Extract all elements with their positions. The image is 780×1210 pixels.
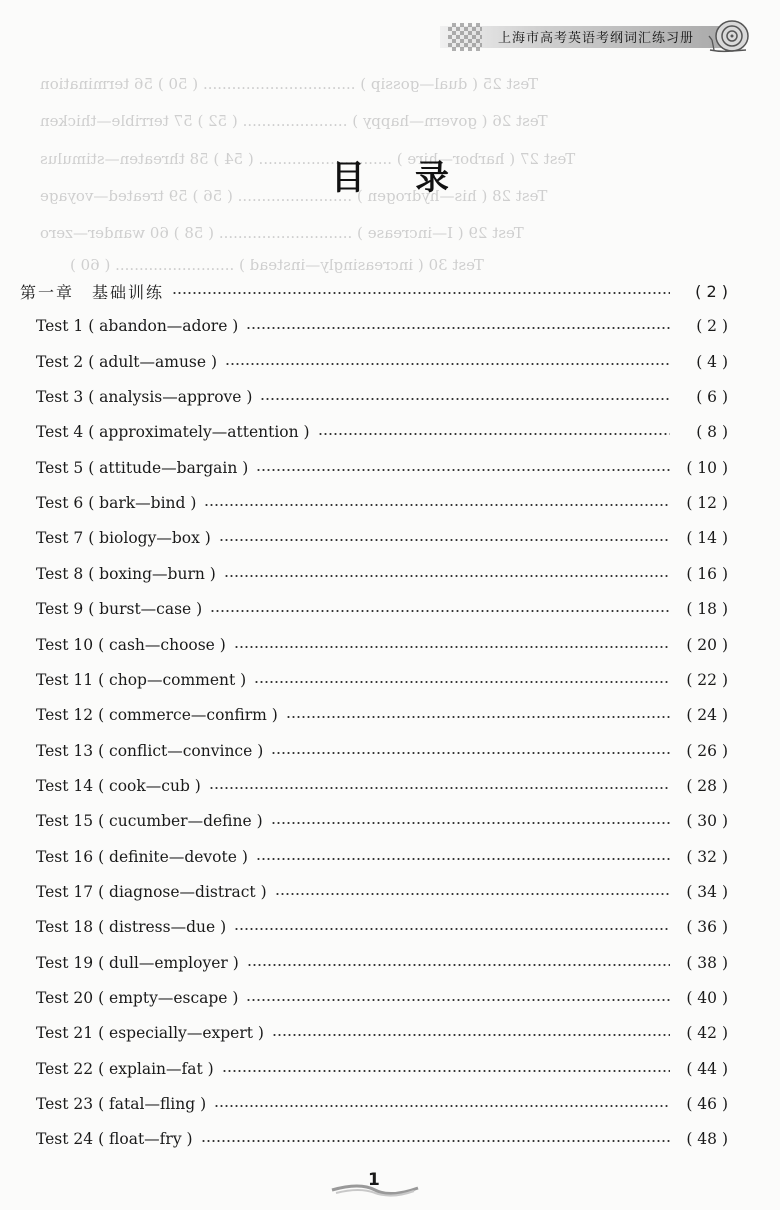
entry-page: ( 2 ) — [696, 317, 728, 336]
entry-label: Test 16 ( definite—devote ) — [36, 847, 248, 866]
toc-entry[interactable] — [0, 665, 780, 695]
dot-leader — [210, 610, 670, 612]
chapter-page: ( 2 ) — [695, 281, 728, 301]
toc-entry[interactable] — [0, 347, 780, 377]
entry-page: ( 16 ) — [686, 564, 728, 583]
dot-leader — [246, 999, 670, 1001]
toc-entry[interactable] — [0, 877, 780, 907]
entry-page: ( 4 ) — [696, 352, 728, 371]
snail-icon — [706, 16, 752, 56]
dot-leader — [247, 964, 670, 966]
entry-page: ( 26 ) — [686, 741, 728, 760]
toc-entry[interactable] — [0, 417, 780, 447]
dot-leader — [260, 398, 670, 400]
entry-page: ( 36 ) — [686, 918, 728, 937]
entry-label: Test 18 ( distress—due ) — [36, 918, 227, 937]
dot-leader — [234, 646, 670, 648]
entry-page: ( 6 ) — [696, 388, 728, 407]
toc-entry[interactable] — [0, 630, 780, 660]
toc-entry[interactable] — [0, 771, 780, 801]
entry-page: ( 24 ) — [686, 706, 728, 725]
dot-leader — [214, 1105, 670, 1107]
page-title: 目录 — [331, 158, 499, 198]
entry-label: Test 24 ( float—fry ) — [36, 1130, 193, 1149]
entry-page: ( 10 ) — [686, 458, 728, 477]
dot-leader — [222, 1070, 670, 1072]
dot-leader — [224, 575, 670, 577]
entry-page: ( 30 ) — [686, 812, 728, 831]
toc-entry[interactable] — [0, 488, 780, 518]
dot-leader — [209, 787, 670, 789]
toc-entry[interactable] — [0, 1054, 780, 1084]
entry-label: Test 11 ( chop—comment ) — [36, 670, 247, 689]
entry-label: Test 7 ( biology—box ) — [36, 529, 211, 548]
page-footer — [330, 1170, 420, 1200]
toc-entry[interactable] — [0, 1089, 780, 1119]
dot-leader — [256, 858, 670, 860]
entry-label: Test 13 ( conflict—convince ) — [36, 741, 264, 760]
dot-leader — [272, 1034, 670, 1036]
toc-entry[interactable] — [0, 842, 780, 872]
dot-leader — [201, 1140, 670, 1142]
dot-leader — [318, 433, 670, 435]
entry-label: Test 8 ( boxing—burn ) — [36, 564, 216, 583]
dot-leader — [172, 292, 670, 294]
entry-label: Test 2 ( adult—amuse ) — [36, 352, 218, 371]
entry-page: ( 44 ) — [686, 1059, 728, 1078]
dot-leader — [254, 681, 670, 683]
entry-label: Test 17 ( diagnose—distract ) — [36, 882, 267, 901]
dot-leader — [246, 327, 670, 329]
entry-label: Test 1 ( abandon—adore ) — [36, 317, 239, 336]
entry-page: ( 20 ) — [686, 635, 728, 654]
checker-pattern — [448, 23, 482, 51]
dot-leader — [271, 822, 670, 824]
entry-label: Test 14 ( cook—cub ) — [36, 776, 201, 795]
entry-page: ( 28 ) — [686, 776, 728, 795]
dot-leader — [286, 716, 670, 718]
entry-label: Test 20 ( empty—escape ) — [36, 989, 239, 1007]
toc-entry[interactable] — [0, 311, 780, 341]
entry-label: Test 6 ( bark—bind ) — [36, 494, 197, 513]
entry-label: Test 10 ( cash—choose ) — [36, 635, 226, 654]
toc-entry[interactable] — [0, 382, 780, 412]
dot-leader — [234, 928, 670, 930]
entry-label: Test 4 ( approximately—attention ) — [36, 423, 310, 442]
entry-page: ( 8 ) — [696, 423, 728, 442]
dot-leader — [271, 752, 670, 754]
dot-leader — [256, 469, 670, 471]
entry-label: Test 3 ( analysis—approve ) — [36, 388, 253, 407]
entry-label: Test 5 ( attitude—bargain ) — [36, 458, 249, 477]
entry-page: ( 18 ) — [686, 600, 728, 619]
entry-label: Test 22 ( explain—fat ) — [36, 1059, 214, 1078]
entry-page: ( 46 ) — [686, 1095, 728, 1114]
entry-page: ( 48 ) — [686, 1130, 728, 1149]
toc-entry[interactable] — [0, 983, 780, 1013]
toc-entry[interactable] — [0, 700, 780, 730]
toc-entry[interactable] — [0, 1018, 780, 1048]
dot-leader — [225, 363, 670, 365]
entry-label: Test 9 ( burst—case ) — [36, 600, 203, 619]
toc-entry[interactable] — [0, 912, 780, 942]
entry-page: ( 40 ) — [686, 989, 728, 1007]
running-header — [440, 14, 760, 60]
entry-page: ( 22 ) — [686, 670, 728, 689]
toc-entry[interactable] — [0, 453, 780, 483]
toc-entry[interactable] — [0, 736, 780, 766]
entry-page: ( 12 ) — [686, 494, 728, 513]
entry-label: Test 19 ( dull—employer ) — [36, 953, 239, 972]
entry-label: Test 23 ( fatal—fling ) — [36, 1095, 207, 1114]
dot-leader — [219, 539, 670, 541]
dot-leader — [204, 504, 670, 506]
header-title: 上海市高考英语考纲词汇练习册 — [498, 31, 695, 46]
entry-label: Test 21 ( especially—expert ) — [36, 1024, 264, 1043]
toc-entry[interactable] — [0, 559, 780, 589]
toc-entry[interactable] — [0, 1124, 780, 1154]
entry-page: ( 42 ) — [686, 1024, 728, 1043]
entry-page: ( 14 ) — [686, 529, 728, 548]
entry-page: ( 34 ) — [686, 882, 728, 901]
entry-label: Test 15 ( cucumber—define ) — [36, 812, 263, 831]
entry-label: Test 12 ( commerce—confirm ) — [36, 706, 278, 725]
toc-entry[interactable] — [0, 523, 780, 553]
chapter-entry[interactable] — [0, 276, 780, 306]
toc-entry[interactable] — [0, 594, 780, 624]
chapter-label: 第一章 基础训练 — [20, 282, 165, 302]
page-number: 1 — [368, 1170, 380, 1190]
toc-entry[interactable] — [0, 948, 780, 978]
entry-page: ( 32 ) — [686, 847, 728, 866]
entry-page: ( 38 ) — [686, 953, 728, 972]
dot-leader — [275, 893, 670, 895]
toc-entry[interactable] — [0, 806, 780, 836]
